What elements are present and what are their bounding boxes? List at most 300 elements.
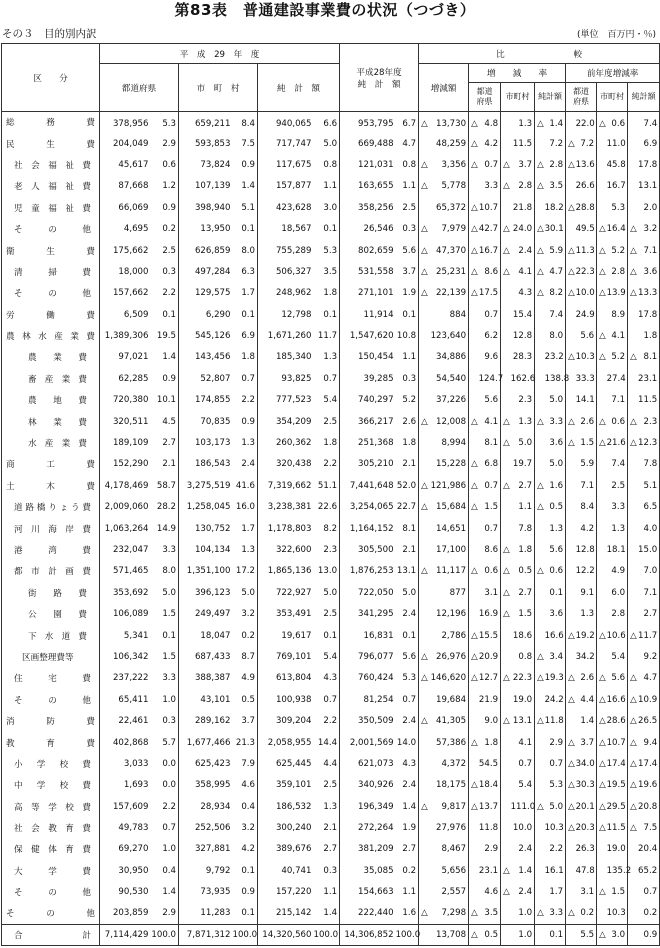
cell: 138.8 [545,368,566,389]
cell: △ [597,775,607,796]
cell: 4.6 [233,775,258,796]
cell: 0.1 [233,304,258,325]
cell: 7,979 [431,218,469,239]
cell: 358,995 [179,775,233,796]
cell: 2.4 [233,454,258,475]
cell [535,839,545,860]
table-row [2,775,660,796]
cell [628,197,638,218]
cell: 621,073 [340,753,396,774]
cell: 2.7 [314,839,340,860]
cell: △ [597,240,607,261]
cell: 327,881 [179,839,233,860]
cell [535,689,545,710]
cell: 28.6 [607,710,628,731]
cell: △ [419,240,431,261]
table-body [2,112,660,946]
cell: 12,196 [431,603,469,624]
cell: △ [535,710,545,731]
cell [628,304,638,325]
cell: 18.1 [607,539,628,560]
cell: 13,730 [431,112,469,133]
cell: 4.9 [607,561,628,582]
cell: △ [628,817,638,838]
cell: 884 [431,304,469,325]
cell: 5.3 [396,668,419,689]
header-category: 区 分 [2,44,100,112]
cell: 20.9 [479,646,501,667]
cell: 11,117 [431,561,469,582]
cell: 33.3 [576,368,597,389]
cell: 353,692 [100,582,151,603]
cell [501,133,511,154]
cell: 30.1 [545,218,566,239]
cell: 1.3 [545,518,566,539]
cell: 19.0 [511,689,535,710]
cell: 13.9 [607,283,628,304]
cell: 21.6 [607,432,628,453]
cell [535,817,545,838]
cell: 8.6 [479,539,501,560]
cell [419,775,431,796]
cell: 6.2 [479,325,501,346]
cell: 203,859 [100,903,151,924]
cell: 506,327 [258,261,314,282]
cell: 4.2 [576,518,597,539]
cell [535,518,545,539]
cell: 9,817 [431,796,469,817]
cell: 5.9 [545,240,566,261]
cell: 3.6 [545,603,566,624]
cell: 1.3 [511,112,535,133]
cell: 0.6 [607,411,628,432]
cell: 15.4 [511,304,535,325]
cell: 81,254 [340,689,396,710]
table-row [2,668,660,689]
cell: 13.1 [638,176,660,197]
cell: 0.1 [151,304,179,325]
cell [501,625,511,646]
header-prev-pref-line1: 都道 [573,87,590,96]
cell [501,732,511,753]
cell: △ [566,347,576,368]
cell: △ [419,561,431,582]
cell: 157,220 [258,882,314,903]
cell: 11.5 [511,133,535,154]
cell [419,347,431,368]
cell: 52.0 [396,475,419,496]
cell [566,839,576,860]
cell: 398,940 [179,197,233,218]
cell: 10.3 [545,817,566,838]
cell [501,197,511,218]
cell: 11.8 [479,817,501,838]
cell: 0.7 [314,689,340,710]
cell [501,454,511,475]
table-row [2,475,660,496]
cell: 143,456 [179,347,233,368]
cell: 28.2 [151,497,179,518]
cell: 1.4 [151,882,179,903]
cell: 6.0 [607,582,628,603]
cell: 48,259 [431,133,469,154]
cell [419,432,431,453]
cell: 289,162 [179,710,233,731]
table-row [2,839,660,860]
cell: 0.7 [511,753,535,774]
cell: △ [597,411,607,432]
cell: 2.3 [314,539,340,560]
cell [469,860,479,881]
cell: △ [419,710,431,731]
row-label: 老人福祉費 [2,176,100,197]
table-row [2,218,660,239]
cell: 185,340 [258,347,314,368]
cell [597,518,607,539]
cell: 162.6 [511,368,535,389]
cell [469,432,479,453]
cell: △ [628,668,638,689]
cell: 17.4 [638,753,660,774]
cell [535,603,545,624]
table-row [2,283,660,304]
cell: 0.1 [314,304,340,325]
cell: 65,372 [431,197,469,218]
cell: 7,298 [431,903,469,924]
cell: 1.7 [545,882,566,903]
cell: △ [419,497,431,518]
cell: 2.2 [233,390,258,411]
cell: △ [535,154,545,175]
cell [566,882,576,903]
cell: 5.7 [151,732,179,753]
cell: 2.9 [151,133,179,154]
cell: 322,600 [258,539,314,560]
cell: 2,786 [431,625,469,646]
cell: △ [628,753,638,774]
cell: 41,305 [431,710,469,731]
cell: 73,824 [179,154,233,175]
row-label: 農 地 費 [2,390,100,411]
cell: 4.2 [479,133,501,154]
cell: 1.1 [511,497,535,518]
cell: 117,675 [258,154,314,175]
cell: △ [469,411,479,432]
cell: 146,620 [431,668,469,689]
cell: 19.5 [151,325,179,346]
cell: 4.1 [511,732,535,753]
cell: 2.2 [545,839,566,860]
cell: 11.7 [638,625,660,646]
cell: 2.7 [396,839,419,860]
cell: 14,651 [431,518,469,539]
cell: 669,488 [340,133,396,154]
cell [628,882,638,903]
cell: 17.8 [638,154,660,175]
cell: △ [501,411,511,432]
table-row [2,603,660,624]
cell: 4.3 [314,668,340,689]
cell: 423,628 [258,197,314,218]
cell [419,368,431,389]
cell: 2.3 [638,411,660,432]
cell: 186,532 [258,796,314,817]
row-label: 区画整理費等 [2,646,100,667]
cell: 2.9 [545,732,566,753]
cell: △ [469,646,479,667]
cell [566,646,576,667]
cell: 0.3 [396,218,419,239]
cell: 11.0 [607,133,628,154]
cell: 49.5 [576,218,597,239]
cell: 7.9 [233,753,258,774]
cell: 0.7 [479,475,501,496]
cell [628,903,638,924]
table-row [2,197,660,218]
cell: 3,033 [100,753,151,774]
cell: 389,676 [258,839,314,860]
cell: 7.1 [638,582,660,603]
cell: 7.4 [607,454,628,475]
cell: △ [628,347,638,368]
cell: 717,747 [258,133,314,154]
cell: 1.8 [314,432,340,453]
cell: △ [566,668,576,689]
cell: 0.1 [151,625,179,646]
cell: 7.1 [576,475,597,496]
cell: 0.5 [479,924,501,945]
cell: 26.3 [576,839,597,860]
row-label: 社会福祉費 [2,154,100,175]
cell: 10.0 [511,817,535,838]
cell [419,817,431,838]
cell: 5.3 [545,775,566,796]
cell [419,454,431,475]
cell [628,518,638,539]
cell: 10.3 [576,347,597,368]
row-label: 公 園 費 [2,603,100,624]
table-row [2,133,660,154]
cell: 157,662 [100,283,151,304]
cell: 5.0 [545,454,566,475]
cell: 16.6 [607,689,628,710]
cell: 123,640 [431,325,469,346]
cell: 3.3 [479,176,501,197]
cell: △ [597,753,607,774]
cell: 3.3 [151,668,179,689]
cell: 22.6 [314,497,340,518]
cell: 1.1 [314,176,340,197]
cell: 251,368 [340,432,396,453]
cell: 6.7 [396,112,419,133]
cell: 27.4 [607,368,628,389]
cell: △ [535,411,545,432]
cell: 11.3 [576,240,597,261]
cell: 1,164,152 [340,518,396,539]
cell [597,304,607,325]
cell: 3.5 [545,176,566,197]
cell: 0.9 [233,411,258,432]
table-row [2,176,660,197]
cell: 13,708 [431,924,469,945]
cell: 5.2 [607,347,628,368]
cell [566,582,576,603]
cell: 54.5 [479,753,501,774]
cell: 2.3 [511,390,535,411]
cell: 2.7 [511,582,535,603]
cell [501,347,511,368]
cell: 4.4 [576,689,597,710]
cell: 5,778 [431,176,469,197]
cell: 90,530 [100,882,151,903]
cell: 2.6 [576,668,597,689]
cell: 222,440 [340,903,396,924]
cell [628,582,638,603]
table-row [2,454,660,475]
cell: △ [501,539,511,560]
cell [501,903,511,924]
cell: 0.9 [638,924,660,945]
cell: 0.6 [479,561,501,582]
cell: 186,543 [179,454,233,475]
header-prev-muni: 市町村 [597,83,628,112]
cell [597,497,607,518]
cell: 21.8 [511,197,535,218]
cell: △ [566,732,576,753]
cell: △ [419,475,431,496]
cell: 47.8 [576,860,597,881]
cell: 174,855 [179,390,233,411]
cell: 5.0 [314,133,340,154]
section-subtitle: その３ 目的別内訳 [2,28,97,40]
header-fy28-line2: 純 計 額 [357,79,401,90]
cell: 23.1 [479,860,501,881]
cell: 402,868 [100,732,151,753]
cell: 17,100 [431,539,469,560]
cell: 4.8 [479,112,501,133]
cell [628,325,638,346]
cell: 1.9 [396,283,419,304]
table-row [2,625,660,646]
construction-cost-table [1,43,660,946]
cell: 1.3 [607,518,628,539]
cell [566,304,576,325]
cell: 2.6 [576,411,597,432]
cell: 5.5 [576,924,597,945]
cell: 531,558 [340,261,396,282]
cell: 4.7 [638,668,660,689]
cell: △ [469,903,479,924]
cell: 19,684 [431,689,469,710]
cell: △ [535,903,545,924]
cell: 13.1 [511,710,535,731]
cell: 22,461 [100,710,151,731]
cell: 5.6 [396,240,419,261]
cell: 12.7 [479,668,501,689]
cell: 687,433 [179,646,233,667]
cell: 0.7 [545,753,566,774]
cell: △ [535,240,545,261]
cell [535,625,545,646]
cell: 47,370 [431,240,469,261]
cell [469,539,479,560]
cell: 28.8 [576,197,597,218]
cell: 1.0 [151,689,179,710]
cell [628,839,638,860]
cell [597,176,607,197]
row-label: 農 業 費 [2,347,100,368]
cell: △ [469,133,479,154]
cell: 7.2 [576,133,597,154]
cell: △ [419,112,431,133]
cell: △ [597,668,607,689]
cell: 14.0 [396,732,419,753]
cell: 10.8 [396,325,419,346]
cell [597,475,607,496]
cell: 625,445 [258,753,314,774]
cell: 8.0 [545,325,566,346]
row-label: 林 業 費 [2,411,100,432]
cell: 3.0 [607,924,628,945]
cell: 796,077 [340,646,396,667]
cell [535,732,545,753]
cell: 3.6 [638,261,660,282]
cell: △ [628,411,638,432]
cell: 2.5 [396,197,419,218]
cell: 15.0 [638,539,660,560]
cell: 1.3 [233,432,258,453]
cell: △ [597,261,607,282]
cell: 104,134 [179,539,233,560]
cell: △ [566,240,576,261]
cell: 124.7 [479,368,501,389]
cell: 2.1 [396,454,419,475]
row-label: 下水道費 [2,625,100,646]
cell: 17.5 [479,283,501,304]
cell: △ [597,625,607,646]
cell: 7.2 [545,133,566,154]
cell [501,689,511,710]
cell: 8.9 [607,304,628,325]
cell: 154,663 [340,882,396,903]
cell: 5,341 [100,625,151,646]
cell: 157,609 [100,796,151,817]
cell [566,561,576,582]
cell: 1.8 [233,347,258,368]
table-row [2,732,660,753]
cell: 5.4 [607,646,628,667]
cell: 248,962 [258,283,314,304]
cell: 2.4 [511,882,535,903]
cell: 0.9 [151,197,179,218]
cell: 940,065 [258,112,314,133]
cell [628,154,638,175]
row-label: 総 務 費 [2,112,100,133]
cell: △ [566,197,576,218]
cell: △ [628,240,638,261]
unit-note: (単位 百万円・％) [576,30,656,40]
cell [535,882,545,903]
header-increase: 増減額 [419,64,469,112]
cell: 163,655 [340,176,396,197]
cell: 2.2 [314,710,340,731]
cell: △ [597,432,607,453]
cell [535,860,545,881]
cell: △ [501,240,511,261]
cell: 722,927 [258,582,314,603]
cell: 1.3 [511,411,535,432]
cell: 6.8 [479,454,501,475]
